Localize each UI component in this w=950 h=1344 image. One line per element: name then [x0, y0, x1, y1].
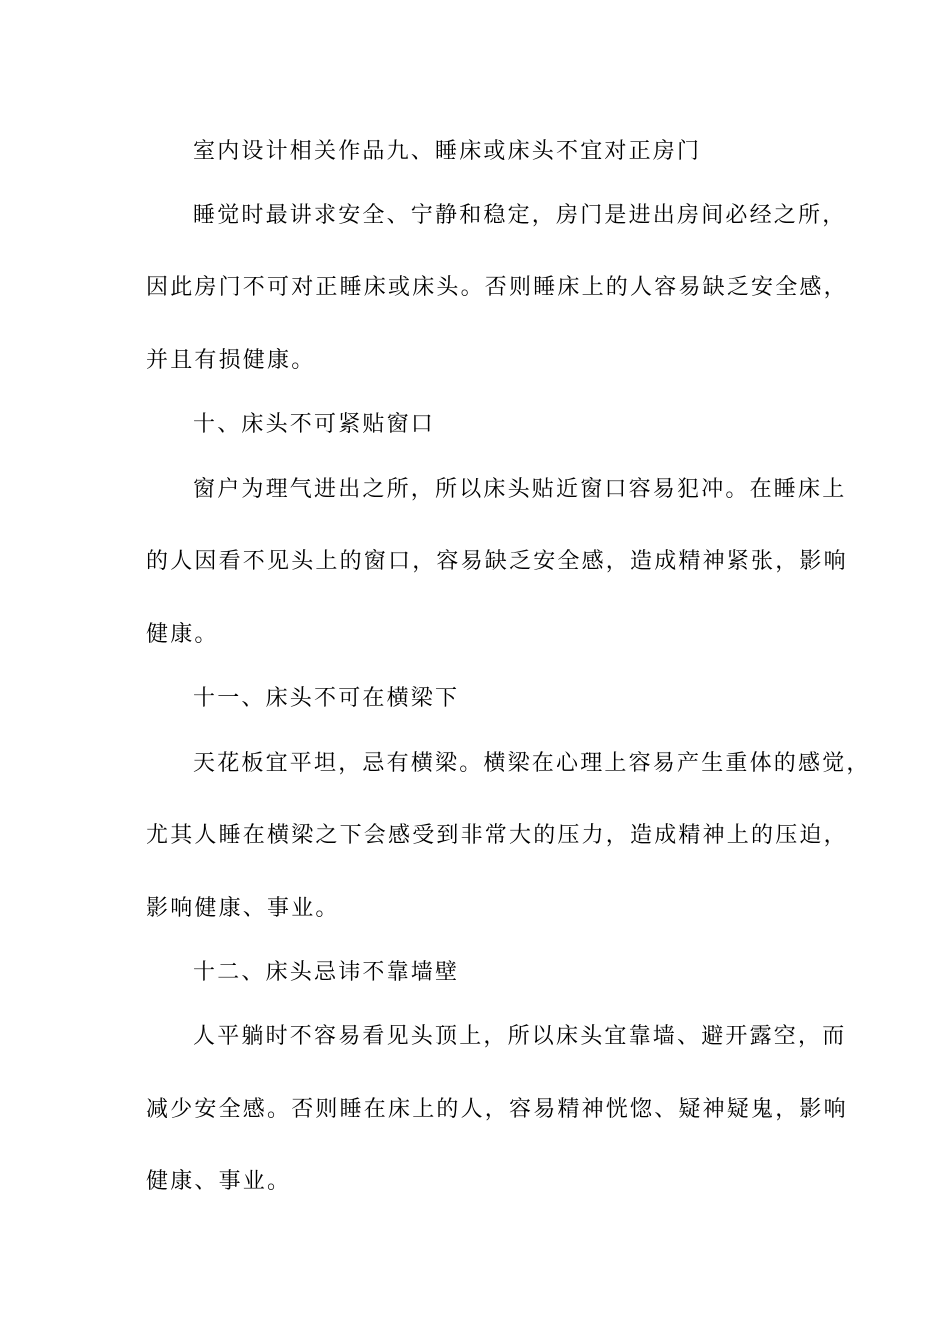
paragraph-line: 人平躺时不容易看见头顶上，所以床头宜靠墙、避开露空，而 — [193, 1024, 847, 1049]
paragraph-line: 天花板宜平坦，忌有横梁。横梁在心理上容易产生重体的感觉， — [193, 751, 871, 776]
paragraph-line: 尤其人睡在横梁之下会感受到非常大的压力，造成精神上的压迫， — [146, 823, 848, 848]
section-heading: 十一、床头不可在横梁下 — [193, 686, 460, 711]
section-heading: 十、床头不可紧贴窗口 — [193, 412, 436, 437]
section-heading: 十二、床头忌讳不靠墙壁 — [193, 960, 460, 985]
paragraph-line: 影响健康、事业。 — [146, 896, 340, 921]
paragraph-line: 并且有损健康。 — [146, 348, 316, 373]
paragraph-line: 健康。 — [146, 622, 219, 647]
paragraph-line: 的人因看不见头上的窗口，容易缺乏安全感，造成精神紧张，影响 — [146, 549, 848, 574]
paragraph-line: 减少安全感。否则睡在床上的人，容易精神恍惚、疑神疑鬼，影响 — [146, 1097, 848, 1122]
paragraph-line: 睡觉时最讲求安全、宁静和稳定，房门是进出房间必经之所， — [193, 203, 847, 228]
paragraph-line: 健康、事业。 — [146, 1169, 292, 1194]
paragraph-line: 因此房门不可对正睡床或床头。否则睡床上的人容易缺乏安全感， — [146, 275, 848, 300]
section-heading: 室内设计相关作品九、睡床或床头不宜对正房门 — [193, 139, 702, 164]
paragraph-line: 窗户为理气进出之所，所以床头贴近窗口容易犯冲。在睡床上 — [193, 477, 847, 502]
